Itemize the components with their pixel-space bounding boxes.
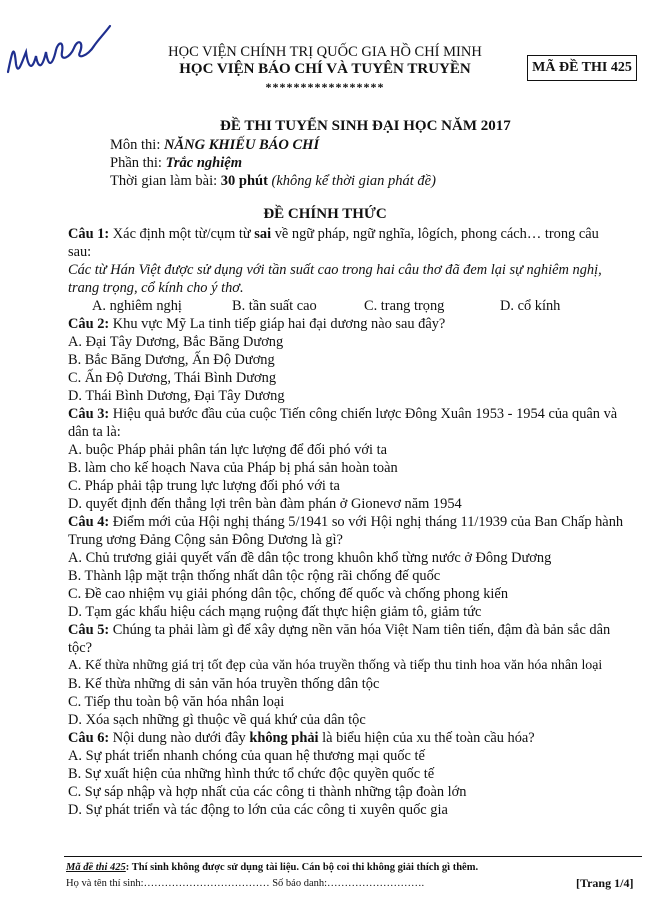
academy-name: HỌC VIỆN CHÍNH TRỊ QUỐC GIA HỒ CHÍ MINH (168, 44, 482, 60)
question-4-option-b: B. Thành lập mặt trận thống nhất dân tộc rộng rãi chống đế quốc (68, 568, 441, 584)
exam-code-box (527, 55, 637, 81)
school-name: HỌC VIỆN BÁO CHÍ VÀ TUYÊN TRUYỀN (179, 61, 471, 77)
question-3-option-c: C. Pháp phải tập trung lực lượng đối phó với ta (68, 478, 340, 494)
question-1-text: Xác định một từ/cụm từ (109, 226, 255, 242)
footer-code: Mã đề thi 425 (66, 862, 126, 873)
question-1-quote-line-1: Các từ Hán Việt được sử dụng với tần suất cao trong hai câu thơ đã đem lại sự nghiêm nghị, (68, 262, 602, 278)
question-4-text: Điểm mới của Hội nghị tháng 5/1941 so với Hội nghị tháng 11/1939 của Ban Chấp hành (109, 514, 624, 530)
candidate-info-field: Họ và tên thí sinh:……………………………… Số báo danh:………………………. (66, 878, 425, 889)
question-3-text: Hiệu quả bước đầu của cuộc Tiến công chiến lược Đông Xuân 1953 - 1954 của quân và (109, 406, 618, 422)
question-4-option-c: C. Đề cao nhiệm vụ giải phóng dân tộc, chống đế quốc và chống phong kiến (68, 586, 509, 602)
question-1-quote-line-2: trang trọng, cổ kính cho ý thơ. (68, 280, 244, 296)
time-line (110, 173, 436, 190)
question-5-label: Câu 5: (68, 622, 110, 638)
time-label: Thời gian làm bài: (110, 173, 221, 189)
question-1-option-d: D. cổ kính (500, 298, 561, 314)
footer-notice-text: : Thí sinh không được sử dụng tài liệu. Cán bộ coi thi không giải thích gì thêm. (125, 862, 479, 873)
question-5-option-d: D. Xóa sạch những gì thuộc về quá khứ của dân tộc (68, 712, 366, 728)
question-1-option-a: A. nghiêm nghị (92, 298, 182, 314)
question-1 (68, 226, 599, 243)
question-3-text-cont: dân ta là: (68, 424, 121, 440)
question-2-option-a: A. Đại Tây Dương, Bắc Băng Dương (68, 334, 284, 350)
question-3-option-b: B. làm cho kế hoạch Nava của Pháp bị phá sản hoàn toàn (68, 460, 398, 476)
question-2-text: Khu vực Mỹ La tinh tiếp giáp hai đại dương nào sau đây? (109, 316, 446, 332)
time: 30 phút (220, 173, 268, 189)
question-4-option-d: D. Tạm gác khẩu hiệu cách mạng ruộng đất thực hiện giảm tô, giảm tức (68, 604, 482, 620)
question-1-text-cont: sau: (68, 244, 92, 260)
question-2-option-b: B. Bắc Băng Dương, Ấn Độ Dương (68, 352, 275, 368)
official-label: ĐỀ CHÍNH THỨC (263, 206, 387, 222)
footer-notice (66, 862, 478, 873)
question-3 (68, 406, 617, 423)
question-6-text: Nội dung nào dưới đây (109, 730, 250, 746)
question-4-text-cont: Trung ương Đảng Cộng sản Đông Dương là gì? (68, 532, 343, 548)
question-3-option-a: A. buộc Pháp phải phân tán lực lượng để đối phó với ta (68, 442, 387, 458)
question-4-option-a: A. Chủ trương giải quyết vấn đề dân tộc trong khuôn khổ từng nước ở Đông Dương (68, 550, 552, 566)
question-1-label: Câu 1: (68, 226, 110, 242)
footer-divider (64, 856, 642, 857)
question-4-label: Câu 4: (68, 514, 110, 530)
question-6-option-d: D. Sự phát triển và tác động to lớn của các công ti xuyên quốc gia (68, 802, 448, 818)
time-note: (không kể thời gian phát đề) (271, 173, 436, 189)
question-6-option-c: C. Sự sáp nhập và hợp nhất của các công ti thành những tập đoàn lớn (68, 784, 467, 800)
question-4 (68, 514, 623, 531)
exam-code: MÃ ĐỀ THI 425 (532, 60, 632, 75)
question-6-text-rest: là biểu hiện của xu thế toàn cầu hóa? (318, 730, 535, 746)
question-6-option-a: A. Sự phát triển nhanh chóng của quan hệ thương mại quốc tế (68, 748, 425, 764)
exam-title: ĐỀ THI TUYỂN SINH ĐẠI HỌC NĂM 2017 (220, 118, 511, 134)
part-line (110, 155, 242, 172)
subject-line (110, 137, 319, 154)
subject: NĂNG KHIẾU BÁO CHÍ (163, 137, 320, 153)
question-1-emphasis: sai (254, 226, 272, 242)
question-5 (68, 622, 610, 639)
question-5-option-b: B. Kế thừa những di sản văn hóa truyền thống dân tộc (68, 676, 380, 692)
question-6-label: Câu 6: (68, 730, 110, 746)
question-6-emphasis: không phải (249, 730, 319, 746)
part: Trắc nghiệm (165, 155, 242, 171)
question-2-option-d: D. Thái Bình Dương, Đại Tây Dương (68, 388, 285, 404)
part-label: Phần thi: (110, 155, 166, 171)
subject-label: Môn thi: (110, 137, 164, 153)
question-5-text: Chúng ta phải làm gì để xây dựng nền văn hóa Việt Nam tiên tiến, đậm đà bản sắc dân (109, 622, 611, 638)
question-3-option-d: D. quyết định đến thắng lợi trên bàn đàm phán ở Gionevơ năm 1954 (68, 496, 462, 512)
question-2-option-c: C. Ấn Độ Dương, Thái Bình Dương (68, 370, 277, 386)
page-number: [Trang 1/4] (576, 876, 634, 890)
question-2 (68, 316, 445, 333)
question-6 (68, 730, 535, 747)
question-5-text-cont: tộc? (68, 640, 92, 656)
question-6-option-b: B. Sự xuất hiện của những hình thức tổ chức độc quyền quốc tế (68, 766, 435, 782)
handwritten-signature (4, 12, 114, 82)
header-stars: ***************** (265, 80, 385, 94)
question-5-option-a: A. Kế thừa những giá trị tốt đẹp của văn hóa truyền thống và tiếp thu tinh hoa văn hóa nhân loại (68, 658, 603, 673)
question-1-option-c: C. trang trọng (364, 298, 445, 314)
question-3-label: Câu 3: (68, 406, 110, 422)
question-1-option-b: B. tần suất cao (232, 298, 317, 314)
question-1-text-rest: về ngữ pháp, ngữ nghĩa, lôgích, phong cách… trong câu (271, 226, 599, 242)
question-5-option-c: C. Tiếp thu toàn bộ văn hóa nhân loại (68, 694, 285, 710)
question-2-label: Câu 2: (68, 316, 110, 332)
